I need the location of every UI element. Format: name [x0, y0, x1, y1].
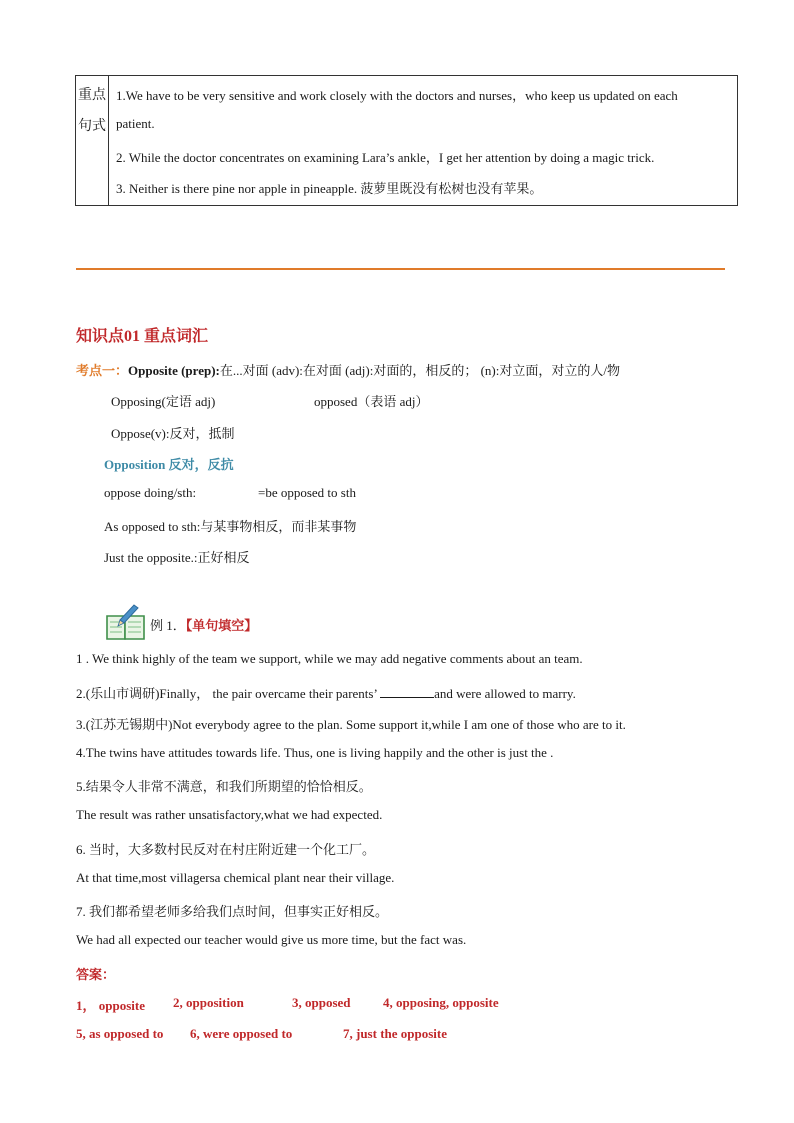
table-label-line2: 句式 [78, 119, 106, 134]
kaodian-line [76, 360, 620, 379]
table-label-line1: 重点 [78, 88, 106, 103]
question-6-chinese: 6. 当时，大多数村民反对在村庄附近建一个化工厂。 [76, 842, 376, 857]
key-sentence-1a: 1.We have to be very sensitive and work closely with the doctors and nurses，who keep us updated on each [116, 88, 678, 103]
phrase-oppose-left: oppose doing/sth: [104, 485, 197, 500]
answer-3: 3, opposed [292, 995, 351, 1010]
opposing-entry: Opposing(定语 adj) [111, 394, 216, 409]
kaodian-definition: 在...对面 (adv):在对面 (adj):对面的，相反的； (n):对立面，对立的人/物 [219, 363, 620, 378]
answer-4: 4, opposing, opposite [383, 995, 499, 1010]
answer-2: 2, opposition [173, 995, 244, 1010]
answer-5: 5, as opposed to [76, 1026, 164, 1041]
question-6-english: At that time,most villagersa chemical plant near their village. [76, 870, 395, 885]
key-sentence-table [75, 75, 738, 206]
example-prefix: 例 1． [150, 618, 186, 633]
answers-label: 答案： [76, 967, 116, 982]
key-sentence-1b: patient. [116, 116, 155, 131]
question-3: 3.(江苏无锡期中)Not everybody agree to the plan. Some support it,while I am one of those who are to it. [76, 717, 626, 732]
question-2-text-a: 2.(乐山市调研)Finally， the pair overcame their parents’ [76, 686, 381, 701]
example-tag: 【单句填空】 [185, 618, 258, 633]
question-4: 4.The twins have attitudes towards life. Thus, one is living happily and the other is just the . [76, 745, 554, 760]
question-5-chinese: 5.结果令人非常不满意，和我们所期望的恰恰相反。 [76, 779, 372, 794]
phrase-as-opposed: As opposed to sth:与某事物相反，而非某事物 [104, 519, 357, 534]
phrase-just-opposite: Just the opposite.:正好相反 [104, 550, 250, 565]
key-sentence-3: 3. Neither is there pine nor apple in pineapple. 菠萝里既没有松树也没有苹果。 [116, 181, 543, 196]
oppose-entry: Oppose(v):反对，抵制 [111, 426, 235, 441]
question-1: 1 . We think highly of the team we support, while we may add negative comments about an team. [76, 651, 583, 666]
kaodian-word: Opposite (prep): [128, 363, 220, 378]
question-2 [76, 683, 576, 702]
opposition-entry: Opposition 反对，反抗 [104, 457, 234, 472]
answer-1: 1， opposite [76, 998, 145, 1013]
section-divider [76, 268, 725, 270]
question-7-english: We had all expected our teacher would give us more time, but the fact was. [76, 932, 467, 947]
answer-blank[interactable] [380, 685, 434, 698]
question-7-chinese: 7. 我们都希望老师多给我们点时间，但事实正好相反。 [76, 904, 389, 919]
phrase-oppose-right: =be opposed to sth [258, 485, 356, 500]
book-pencil-icon [104, 602, 148, 642]
question-5-english: The result was rather unsatisfactory,what we had expected. [76, 807, 383, 822]
opposed-entry: opposed（表语 adj） [314, 394, 429, 409]
table-label-cell [76, 76, 109, 205]
answer-7: 7, just the opposite [343, 1026, 448, 1041]
example-label [150, 615, 257, 634]
kaodian-label: 考点一： [76, 363, 129, 378]
section-heading: 知识点01 重点词汇 [76, 328, 209, 345]
question-2-text-b: and were allowed to marry. [434, 686, 576, 701]
answer-6: 6, were opposed to [190, 1026, 293, 1041]
key-sentence-2: 2. While the doctor concentrates on examining Lara’s ankle，I get her attention by doing a magic trick. [116, 150, 655, 165]
